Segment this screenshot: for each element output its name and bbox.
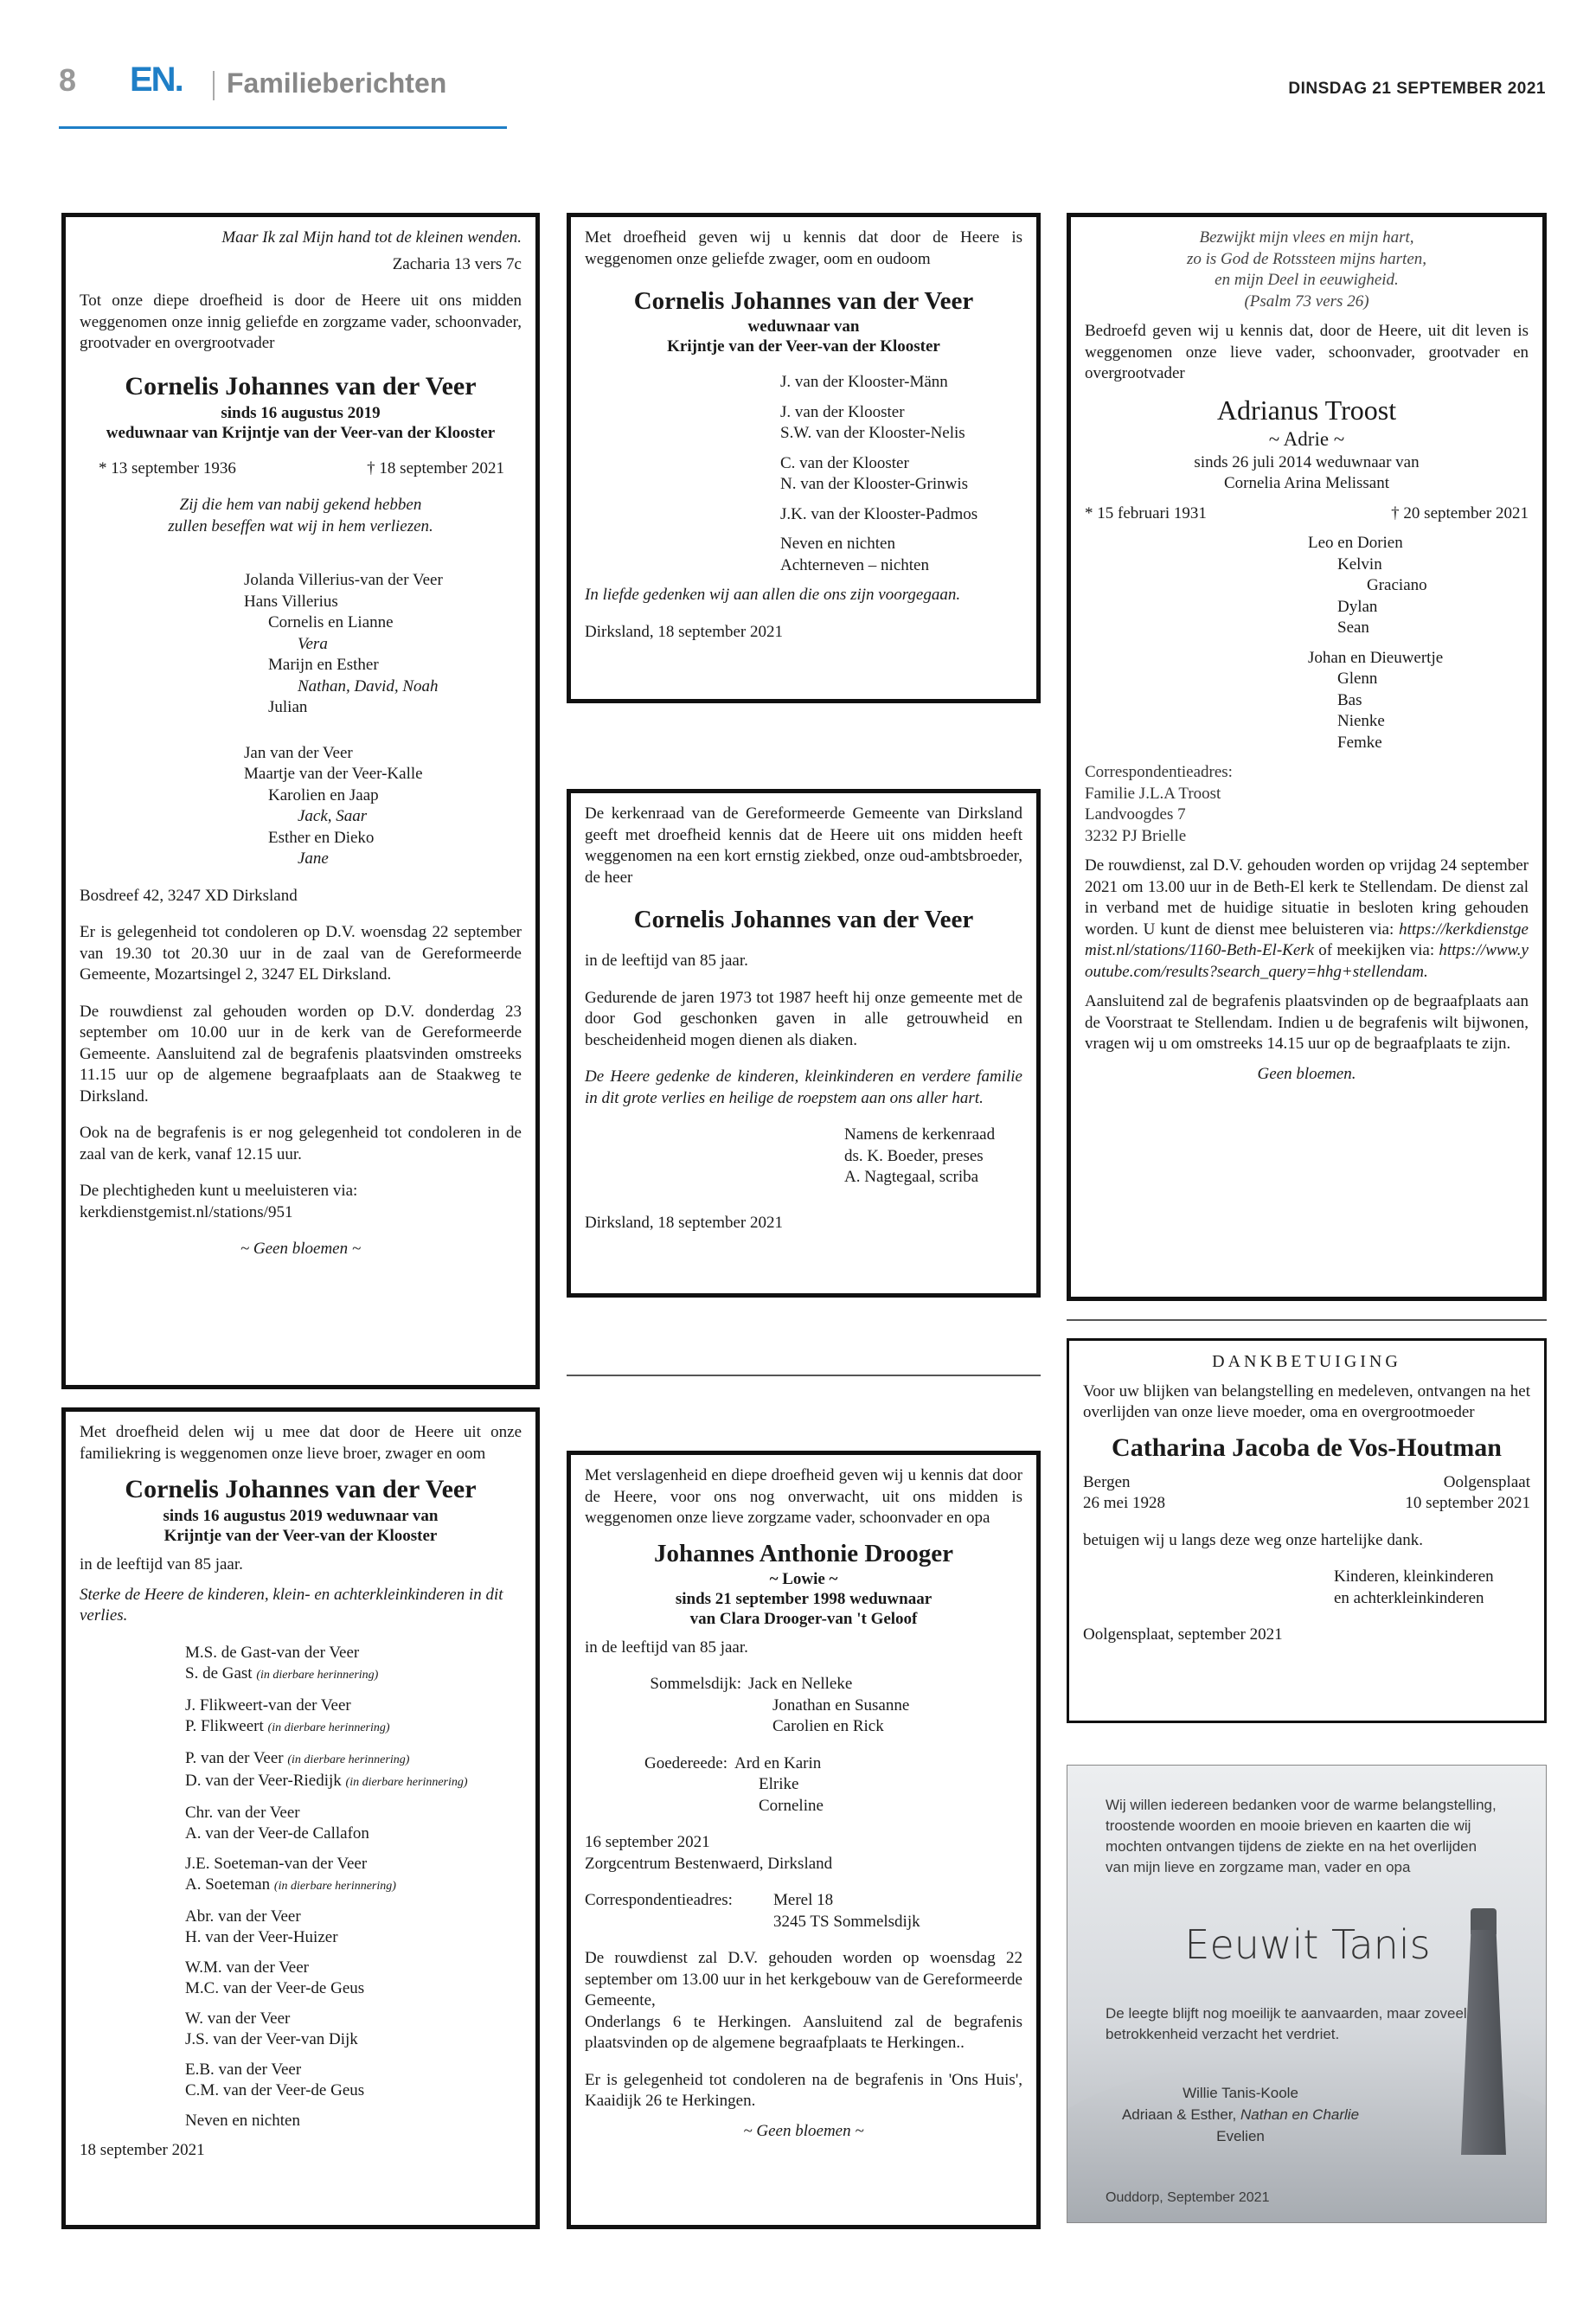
signatories: Kinderen, kleinkinderen en achterkleinkinderen — [1334, 1567, 1494, 1607]
family-member: Jolanda Villerius-van der Veer — [244, 571, 443, 589]
relative: Jonathan en Susanne — [772, 1695, 910, 1715]
correspondence-line: Merel 18 — [773, 1891, 834, 1909]
family-member: Julian — [268, 698, 308, 716]
relative: Elrike — [759, 1775, 799, 1793]
burial-info: Onderlangs 6 te Herkingen. Aansluitend zal de begrafenis plaatsvinden op de algemene begraafplaats te Herkingen.. — [585, 2012, 1022, 2052]
widower-since: sinds 16 augustus 2019 weduwnaar van — [163, 1507, 439, 1525]
family-member: Jan van der Veer — [244, 743, 353, 762]
widower-of: Krijntje van der Veer-van der Klooster — [163, 1527, 438, 1545]
care-home: Zorgcentrum Bestenwaerd, Dirksland — [585, 1854, 833, 1873]
place-label: Goedereede: — [644, 1753, 727, 1772]
obituary-family-circle — [61, 1407, 540, 2229]
bible-reference: Zacharia 13 vers 7c — [392, 254, 522, 273]
relative: Abr. van der Veer — [185, 1907, 301, 1926]
family-list — [244, 570, 522, 870]
issue-date: DINSDAG 21 SEPTEMBER 2021 — [1288, 80, 1546, 98]
intro-text: Met droefheid geven wij u kennis dat door de Heere is weggenomen onze geliefde zwager, oom en oudoom — [585, 228, 1022, 268]
intro-text: Met droefheid delen wij u mee dat door de Heere uit onze familiekring is weggenomen onze lieve broer, zwager en oom — [80, 1423, 522, 1463]
place-date: Dirksland, 18 september 2021 — [585, 622, 784, 641]
grandchildren: Jack, Saar — [298, 807, 368, 825]
family-member: Karolien en Jaap — [268, 785, 379, 804]
birth-date: * 13 september 1936 — [99, 458, 236, 478]
service-text: Gedurende de jaren 1973 tot 1987 heeft hij onze gemeente met de door God geschonken gaven in alle getrouwheid en bescheidenheid mogen dienen als diaken. — [585, 988, 1022, 1049]
video-link[interactable]: https://www.youtube.com/results?search_query=hhg+stellendam. — [1085, 941, 1529, 981]
home-address: Bosdreef 42, 3247 XD Dirksland — [80, 886, 298, 905]
intro-text: Bedroefd geven wij u kennis dat, door de Heere, uit dit leven is weggenomen onze lieve vader, schoonvader, grootvader en overgrootvader — [1085, 322, 1529, 382]
grandchildren: Nathan, David, Noah — [298, 676, 439, 695]
grandchild: Nienke — [1337, 712, 1385, 730]
relative: Neven en nichten — [185, 2111, 300, 2130]
relative: P. Flikweert (in dierbare herinnering) — [185, 1717, 390, 1735]
relative: A. van der Veer-de Callafon — [185, 1824, 369, 1843]
relative: M.S. de Gast-van der Veer — [185, 1643, 360, 1662]
relative: S.W. van der Klooster-Nelis — [780, 424, 965, 442]
great-grandchild: Graciano — [1367, 576, 1427, 594]
family-group — [585, 1674, 1022, 1738]
obituary-van-der-klooster — [567, 213, 1041, 703]
relative: N. van der Klooster-Grinwis — [780, 475, 969, 493]
relatives-list — [780, 372, 1022, 576]
relative: Carolien en Rick — [772, 1717, 884, 1735]
relative: Ard en Karin — [734, 1753, 822, 1772]
family-member: Johan en Dieuwertje — [1308, 648, 1444, 667]
after-burial-info: Ook na de begrafenis is er nog gelegenheid tot condoleren in de zaal van de kerk, vanaf 12.15 uur. — [80, 1124, 522, 1163]
relative: E.B. van der Veer — [185, 2060, 302, 2079]
age-line: in de leeftijd van 85 jaar. — [80, 1555, 243, 1574]
widower-of: Krijntje van der Veer-van der Klooster — [667, 337, 940, 356]
birth-date: * 15 februari 1931 — [1085, 503, 1207, 522]
family-group — [585, 1753, 1022, 1817]
signatory: A. Nagtegaal, scriba — [844, 1168, 979, 1186]
correspondence — [585, 1890, 1022, 1932]
widower-since: sinds 21 september 1998 weduwnaar — [675, 1589, 933, 1608]
relative: Neven en nichten — [780, 535, 895, 553]
age-line: in de leeftijd van 85 jaar. — [585, 1638, 748, 1657]
place-date: Ouddorp, September 2021 — [1106, 2190, 1270, 2205]
relatives-list — [185, 1643, 522, 2132]
thanks-line: betuigen wij u langs deze weg onze hartelijke dank. — [1083, 1530, 1424, 1549]
family-member: Marijn en Esther — [268, 656, 379, 674]
relative: P. van der Veer (in dierbare herinnering) — [185, 1748, 410, 1767]
death-date: † 18 september 2021 — [367, 458, 504, 478]
obituary-van-der-veer-family — [61, 213, 540, 1389]
deceased-name: Cornelis Johannes van der Veer — [633, 906, 974, 933]
no-flowers-note: ~ Geen bloemen ~ — [240, 1240, 362, 1258]
comfort-text: De leegte blijft nog moeilijk te aanvaarden, maar zoveel betrokkenheid verzacht het verdriet. — [1106, 2005, 1467, 2042]
thank-you-ad-tanis — [1067, 1765, 1547, 2223]
family-list — [1308, 533, 1529, 753]
column-rule — [567, 1375, 1041, 1376]
deceased-name: Adrianus Troost — [1216, 394, 1397, 426]
grandchild: Bas — [1337, 690, 1362, 709]
header-divider — [213, 71, 215, 100]
death-date: 16 september 2021 — [585, 1833, 710, 1851]
death-info: Oolgensplaat 10 september 2021 — [1405, 1472, 1530, 1512]
wish-text: De Heere gedenke de kinderen, kleinkinderen en verdere familie in dit grote verlies en heilige de roepstem aan ons aller hart. — [585, 1067, 1022, 1107]
relative: C. van der Klooster — [780, 453, 909, 472]
section-title: Familieberichten — [227, 67, 447, 99]
relative: Corneline — [759, 1796, 824, 1815]
grandchildren: Vera — [298, 634, 328, 653]
intro-text: Met verslagenheid en diepe droefheid geven wij u kennis dat door de Heere, voor ons nog onverwacht, uit ons midden is weggenomen onze lieve zorgzame vader, schoonvader en opa — [585, 1466, 1022, 1527]
relative: S. de Gast (in dierbare herinnering) — [185, 1664, 379, 1682]
relative: W. van der Veer — [185, 2009, 291, 2028]
newspaper-logo: EN. — [130, 61, 183, 99]
relative: A. Soeteman (in dierbare herinnering) — [185, 1875, 396, 1894]
correspondence-line: 3245 TS Sommelsdijk — [773, 1912, 920, 1931]
obituary-church-council — [567, 789, 1041, 1298]
deceased-name: Cornelis Johannes van der Veer — [125, 371, 477, 401]
family-member: Cornelis en Lianne — [268, 613, 394, 631]
intro-text: De kerkenraad van de Gereformeerde Gemeente van Dirksland geeft met droefheid kennis dat de Heere uit ons midden heeft weggenomen na een kort ernstig ziekbed, onze oud-ambtsbroeder, de heer — [585, 804, 1022, 887]
relative: Achterneven – nichten — [780, 555, 929, 574]
notice-title: DANKBETUIGING — [1212, 1352, 1401, 1371]
obituary-troost — [1067, 213, 1547, 1301]
signatory: ds. K. Boeder, preses — [844, 1146, 984, 1165]
intro-text: Wij willen iedereen bedanken voor de warme belangstelling, troostende woorden en mooie brieven en kaarten die wij mochten ontvangen tijdens de ziekte en na het overlijden van mijn lieve en zorgzame man, vader en opa — [1106, 1797, 1497, 1875]
service-info: De rouwdienst, zal D.V. gehouden worden op vrijdag 24 september 2021 om 13.00 uur in de Beth-El kerk te Stellendam. De dienst zal in verband met de huidige situatie in besloten kring gehouden worden. U kunt de dienst mee beluisteren via: https://kerkdienstgemist.nl/stations/1160-Beth-El-Kerk of meekijken via: https://www.youtube.com/results?search_query=hhg+stellendam. — [1085, 856, 1529, 981]
deceased-name: Eeuwit Tanis — [1184, 1921, 1431, 1968]
verse-line-2: zullen beseffen wat wij in hem verliezen. — [168, 516, 433, 535]
service-info: De rouwdienst zal D.V. gehouden worden op woensdag 22 september om 13.00 uur in het kerkgebouw van de Gereformeerde Gemeente, — [585, 1949, 1022, 2009]
relative: C.M. van der Veer-de Geus — [185, 2081, 365, 2099]
listen-info: De plechtigheden kunt u meeluisteren via: — [80, 1182, 358, 1200]
widower-of: van Clara Drooger-van 't Geloof — [689, 1609, 918, 1628]
widower-label: weduwnaar van — [747, 317, 860, 336]
relative: W.M. van der Veer — [185, 1958, 309, 1977]
correspondence: Correspondentieadres: Familie J.L.A Troost Landvoogdes 7 3232 PJ Brielle — [1085, 763, 1233, 845]
family-member: Hans Villerius — [244, 592, 338, 611]
listen-link[interactable]: kerkdienstgemist.nl/stations/951 — [80, 1202, 293, 1221]
thank-you-notice — [1067, 1338, 1547, 1723]
widower-of: Cornelia Arina Melissant — [1223, 474, 1390, 492]
relative: M.C. van der Veer-de Geus — [185, 1979, 365, 1997]
deceased-name: Catharina Jacoba de Vos-Houtman — [1112, 1433, 1502, 1462]
family-member: Maartje van der Veer-Kalle — [244, 765, 423, 783]
grandchild: Femke — [1337, 733, 1382, 752]
relative: Chr. van der Veer — [185, 1803, 300, 1822]
age-line: in de leeftijd van 85 jaar. — [585, 952, 748, 970]
grandchild: Sean — [1337, 619, 1369, 637]
signatories — [844, 1125, 1022, 1189]
birth-info: Bergen 26 mei 1928 — [1083, 1472, 1165, 1512]
correspondence-label: Correspondentieadres: — [585, 1891, 733, 1909]
condolence-info: Er is gelegenheid tot condoleren na de begrafenis in 'Ons Huis', Kaaidijk 26 te Herkingen. — [585, 2070, 1022, 2110]
deceased-name: Johannes Anthonie Drooger — [654, 1539, 953, 1567]
relative: J. Flikweert-van der Veer — [185, 1695, 351, 1715]
relative: J. van der Klooster — [780, 402, 905, 421]
widower-since: sinds 26 juli 2014 weduwnaar van — [1194, 452, 1420, 471]
no-flowers-note: Geen bloemen. — [1257, 1064, 1356, 1083]
burial-info: Aansluitend zal de begrafenis plaatsvinden op de begraafplaats aan de Voorstraat te Stellendam. Indien u de begrafenis wilt bijwonen, vragen wij u om omstreeks 14.15 uur op de begraafplaats te zijn. — [1085, 992, 1529, 1053]
relative: J. van der Klooster-Männ — [780, 373, 948, 391]
place-date: Oolgensplaat, september 2021 — [1083, 1625, 1283, 1644]
widower-of: weduwnaar van Krijntje van der Veer-van der Klooster — [106, 423, 496, 442]
header-rule — [59, 126, 507, 129]
deceased-name: Cornelis Johannes van der Veer — [125, 1475, 477, 1503]
intro-text: Voor uw blijken van belangstelling en medeleven, ontvangen na het overlijden van onze lieve moeder, oma en overgrootmoeder — [1083, 1381, 1530, 1421]
column-rule — [1067, 1319, 1547, 1321]
place-label: Sommelsdijk: — [650, 1675, 741, 1693]
page-number: 8 — [59, 62, 77, 98]
family-member: Leo en Dorien — [1308, 534, 1403, 552]
obituary-drooger — [567, 1451, 1041, 2229]
grandchild: Glenn — [1337, 670, 1378, 688]
wish-text: Sterke de Heere de kinderen, klein- en achterkleinkinderen in dit verlies. — [80, 1585, 503, 1625]
stream-link[interactable]: https://kerkdienstgemist.nl/stations/1160-Beth-El-Kerk — [1085, 920, 1529, 959]
signatories: Willie Tanis-Koole Adriaan & Esther, Nathan en Charlie Evelien — [1121, 2085, 1360, 2144]
notice-date: 18 september 2021 — [80, 2141, 205, 2159]
service-info: De rouwdienst zal gehouden worden op D.V. donderdag 23 september om 10.00 uur in de kerk van de Gereformeerde Gemeente. Aansluitend zal de begrafenis plaatsvinden omstreeks 11.15 uur op de algemene begraafplaats aan de Staakweg te Dirksland. — [80, 1002, 522, 1106]
nickname: ~ Adrie ~ — [1268, 427, 1345, 450]
relative: J.S. van der Veer-van Dijk — [185, 2030, 358, 2048]
bible-verse: Bezwijkt mijn vlees en mijn hart, zo is God de Rotssteen mijns harten, en mijn Deel in eeuwigheid. (Psalm 73 vers 26) — [1186, 228, 1427, 311]
relative: J.E. Soeteman-van der Veer — [185, 1854, 368, 1873]
signatory: Namens de kerkenraad — [844, 1125, 996, 1144]
relative: D. van der Veer-Riedijk (in dierbare herinnering) — [185, 1772, 468, 1790]
relative: H. van der Veer-Huizer — [185, 1928, 338, 1946]
intro-text: Tot onze diepe droefheid is door de Heere uit ons midden weggenomen onze innig geliefde en zorgzame vader, schoonvader, grootvader en overgrootvader — [80, 292, 522, 352]
bible-quote: Maar Ik zal Mijn hand tot de kleinen wenden. — [221, 228, 522, 247]
death-date: † 20 september 2021 — [1391, 503, 1529, 522]
verse-line-1: Zij die hem van nabij gekend hebben — [179, 496, 422, 514]
place-date: Dirksland, 18 september 2021 — [585, 1213, 784, 1232]
relative: J.K. van der Klooster-Padmos — [780, 504, 978, 523]
grandchild: Kelvin — [1337, 554, 1382, 574]
no-flowers-note: ~ Geen bloemen ~ — [743, 2121, 864, 2140]
grandchildren: Jane — [298, 849, 329, 868]
deceased-name: Cornelis Johannes van der Veer — [633, 287, 974, 315]
widower-since: sinds 16 augustus 2019 — [221, 403, 381, 422]
nickname: ~ Lowie ~ — [769, 1569, 838, 1588]
grandchild: Dylan — [1337, 597, 1378, 616]
relative: Jack en Nelleke — [748, 1675, 853, 1693]
condolence-info: Er is gelegenheid tot condoleren op D.V. woensdag 22 september van 19.30 tot 20.30 uur in de zaal van de Gereformeerde Gemeente, Mozartsingel 2, 3247 EL Dirksland. — [80, 923, 522, 984]
memory-line: In liefde gedenken wij aan allen die ons zijn voorgegaan. — [585, 586, 961, 604]
family-member: Esther en Dieko — [268, 828, 375, 847]
